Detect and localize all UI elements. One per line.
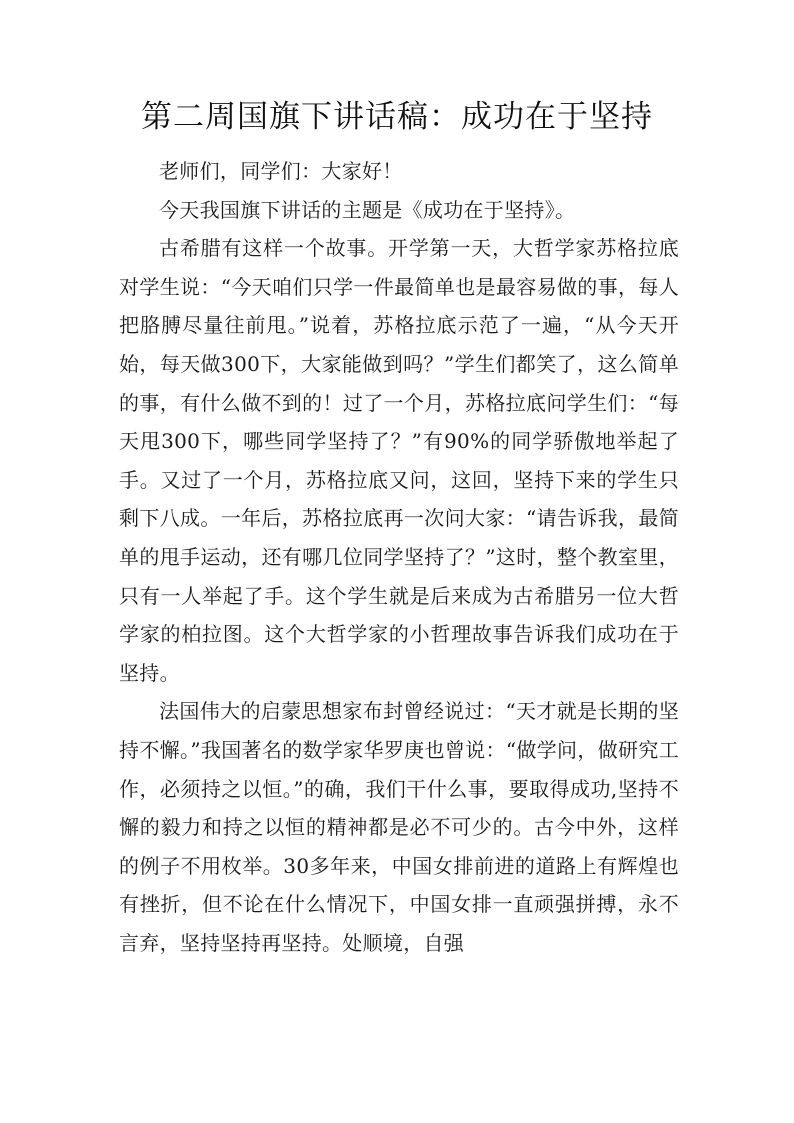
document-title: 第二周国旗下讲话稿：成功在于坚持 — [141, 99, 653, 135]
paragraph-perseverance-quotes: 法国伟大的启蒙思想家布封曾经说过：“天才就是长期的坚持不懈。”我国著名的数学家华罗庚也曾说：“做学问，做研究工作，必须持之以恒。”的确，我们干什么事，要取得成功,坚持不懈的毅力和持之以恒的精神都是必不可少的。古今中外，这样的例子不用枚举。30多年来，中国女排前进的道路上有辉煌也有挫折，但不论在什么情况下，中国女排一直顽强拼搏，永不言弃，坚持坚持再坚持。处顺境，自强 — [119, 699, 679, 955]
paragraph-topic: 今天我国旗下讲话的主题是《成功在于坚持》。 — [159, 197, 576, 222]
paragraph-socrates-story: 古希腊有这样一个故事。开学第一天，大哲学家苏格拉底对学生说：“今天咱们只学一件最简单也是最容易做的事，每人把胳膊尽量往前甩。”说着，苏格拉底示范了一遍，“从今天开始，每天做300下，大家能做到吗？”学生们都笑了，这么简单的事，有什么做不到的！过了一个月，苏格拉底问学生们：“每天甩300下，哪些同学坚持了？”有90%的同学骄傲地举起了手。又过了一个月，苏格拉底又问，这回，坚持下来的学生只剩下八成。一年后，苏格拉底再一次问大家：“请告诉我，最简单的甩手运动，还有哪几位同学坚持了？”这时，整个教室里，只有一人举起了手。这个学生就是后来成为古希腊另一位大哲学家的柏拉图。这个大哲学家的小哲理故事告诉我们成功在于坚持。 — [119, 236, 679, 685]
document-body — [119, 152, 679, 962]
paragraph-greeting: 老师们，同学们：大家好！ — [159, 159, 403, 183]
